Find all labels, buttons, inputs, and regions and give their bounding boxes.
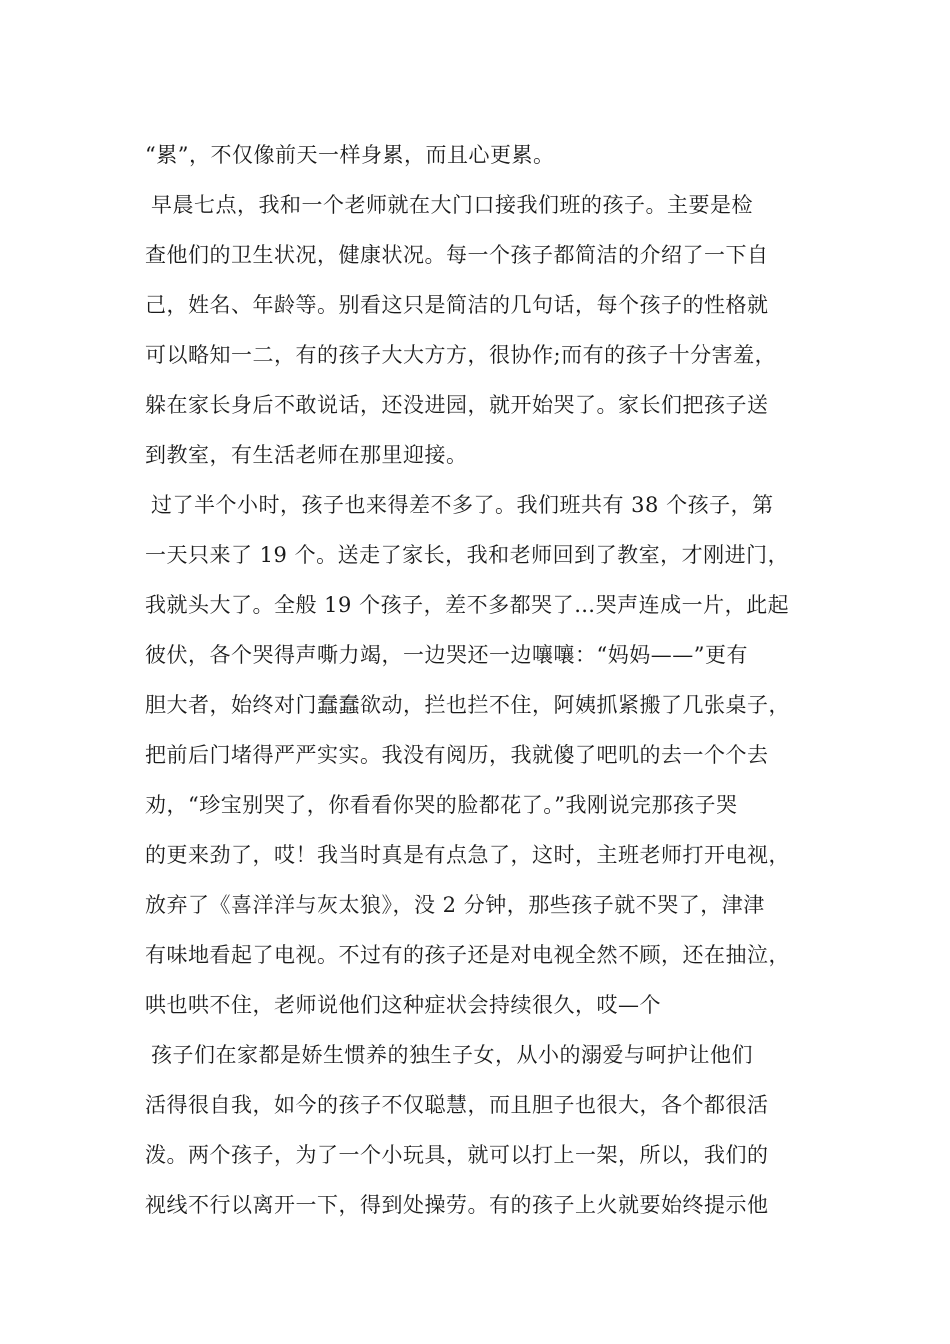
text-line: 己，姓名、年龄等。别看这只是简洁的几句话，每个孩子的性格就: [145, 293, 769, 317]
text-line: 视线不行以离开一下，得到处操劳。有的孩子上火就要始终提示他: [145, 1193, 769, 1217]
text-line: 躲在家长身后不敢说话，还没进园，就开始哭了。家长们把孩子送: [145, 393, 769, 417]
text-line: 胆大者，始终对门蠢蠢欲动，拦也拦不住，阿姨抓紧搬了几张桌子，: [145, 693, 790, 717]
text-line: 活得很自我，如今的孩子不仅聪慧，而且胆子也很大，各个都很活: [145, 1093, 769, 1117]
text-line: 的更来劲了，哎！我当时真是有点急了，这时，主班老师打开电视，: [145, 843, 790, 867]
paragraph-start-line: 过了半个小时，孩子也来得差不多了。我们班共有 38 个孩子，第: [151, 493, 774, 517]
text-line: 泼。两个孩子，为了一个小玩具，就可以打上一架，所以，我们的: [145, 1143, 769, 1167]
text-line: 放弃了《喜洋洋与灰太狼》，没 2 分钟，那些孩子就不哭了，津津: [145, 893, 765, 917]
text-line: 我就头大了。全般 19 个孩子，差不多都哭了…哭声连成一片，此起: [145, 593, 790, 617]
paragraph-start-line: 孩子们在家都是娇生惯养的独生子女，从小的溺爱与呵护让他们: [151, 1043, 753, 1067]
text-line: 把前后门堵得严严实实。我没有阅历，我就傻了吧叽的去一个个去: [145, 743, 769, 767]
text-line: 哄也哄不住，老师说他们这种症状会持续很久，哎—个: [145, 993, 661, 1017]
text-line: 劝，“珍宝别哭了，你看看你哭的脸都花了。”我刚说完那孩子哭: [145, 793, 738, 817]
paragraph-start-line: 早晨七点，我和一个老师就在大门口接我们班的孩子。主要是检: [151, 193, 753, 217]
body-text: [145, 130, 825, 1230]
text-line: 到教室，有生活老师在那里迎接。: [145, 443, 468, 467]
text-line: 彼伏，各个哭得声嘶力竭，一边哭还一边嚷嚷：“妈妈——”更有: [145, 643, 748, 667]
text-line: 有味地看起了电视。不过有的孩子还是对电视全然不顾，还在抽泣，: [145, 943, 790, 967]
text-line: 查他们的卫生状况，健康状况。每一个孩子都简洁的介绍了一下自: [145, 243, 769, 267]
text-line: 一天只来了 19 个。送走了家长，我和老师回到了教室，才刚进门，: [145, 543, 790, 567]
text-line: “累”，不仅像前天一样身累，而且心更累。: [145, 143, 555, 167]
text-line: 可以略知一二，有的孩子大大方方，很协作;而有的孩子十分害羞，: [145, 343, 777, 367]
